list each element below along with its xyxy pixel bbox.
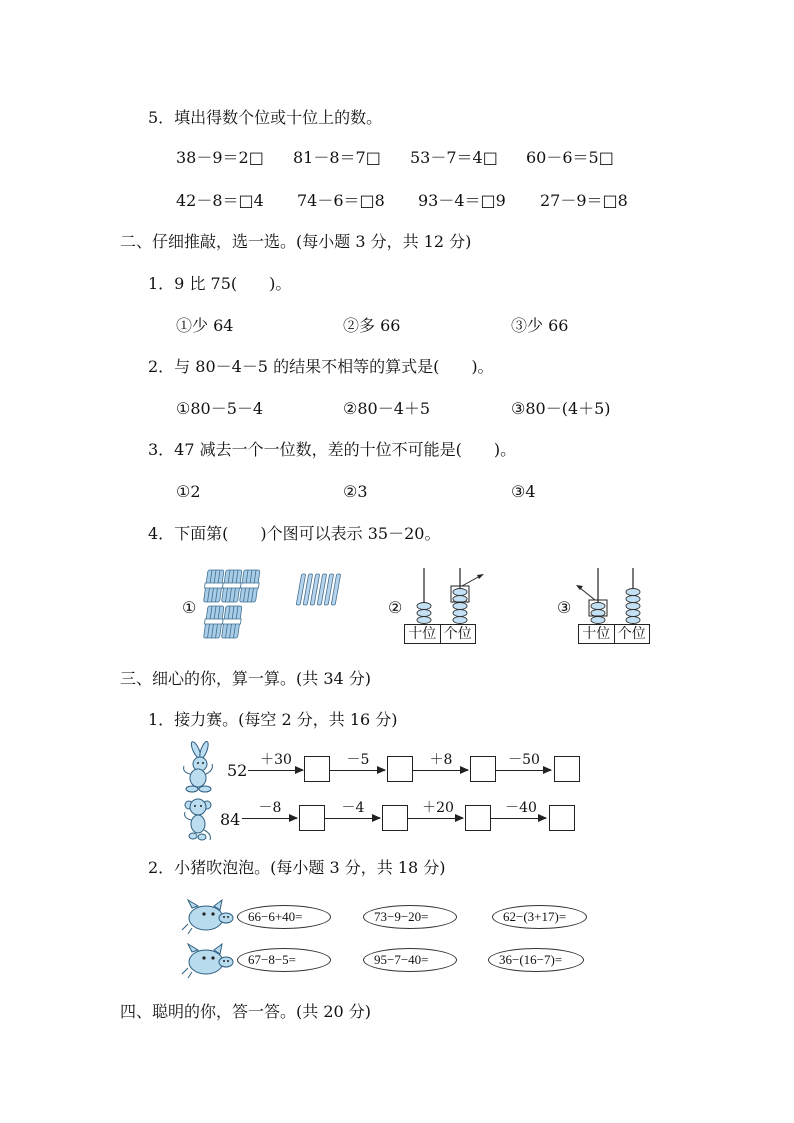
s2-q3-opt3: ③4 [511,482,536,501]
q5-r1-b: 81－8＝7□ [293,148,381,167]
s2-q2-stem: 2．与 80－4－5 的结果不相等的算式是( )。 [148,357,494,376]
chain2-answer-box-4[interactable] [549,805,575,831]
s3-q2-stem: 2．小猪吹泡泡。(每小题 3 分，共 18 分) [148,858,446,877]
abacus-label-tens: 十位 [405,625,441,643]
figure-marker-3: ③ [557,598,572,617]
chain2-arrow-2 [325,818,380,819]
bubble-r2-2[interactable] [363,948,457,972]
chain2-op-1: －8 [258,800,282,816]
s2-q1-stem: 1．9 比 75( )。 [148,274,292,293]
abacus-label-tens: 十位 [579,625,615,643]
section3-heading: 三、细心的你，算一算。(共 34 分) [120,669,372,688]
bubble-expr: 62−(3+17)= [503,909,567,924]
bubble-r1-1[interactable] [237,905,331,929]
s2-q4-stem: 4．下面第( )个图可以表示 35－20。 [148,524,441,543]
chain2-op-2: －4 [341,800,365,816]
chain2-start: 84 [220,810,241,829]
figure-marker-1: ① [182,598,197,617]
chain1-answer-box-1[interactable] [304,756,330,782]
s2-q1-opt3: ③少 66 [511,316,569,335]
chain2-answer-box-2[interactable] [382,805,408,831]
rabbit-icon [178,744,222,794]
pig-icon [182,900,236,934]
chain2-arrow-1 [242,818,297,819]
chain2-arrow-4 [491,818,546,819]
s2-q2-opt3: ③80－(4＋5) [511,399,611,418]
stick-bundles-figure [198,568,268,640]
bubble-r2-3[interactable] [488,948,584,972]
q5-r1-c: 53－7＝4□ [410,148,498,167]
bubble-r1-3[interactable] [492,905,587,929]
s2-q1-opt2: ②多 66 [343,316,401,335]
chain1-arrow-2 [330,770,385,771]
chain1-op-1: ＋30 [260,752,292,768]
abacus-label-ones: 个位 [443,626,472,642]
q5-r2-d: 27－9＝□8 [540,191,628,210]
single-sticks-figure [296,572,342,608]
chain2-op-3: ＋20 [422,800,454,816]
chain2-op-4: －40 [505,800,537,816]
s2-q3-opt2: ②3 [343,482,368,501]
q5-title: 5．填出得数个位或十位上的数。 [148,108,383,127]
bubble-expr: 66−6+40= [248,909,303,924]
chain1-answer-box-2[interactable] [387,756,413,782]
chain1-start: 52 [227,761,248,780]
chain1-arrow-1 [248,770,303,771]
abacus-figure-2 [404,566,494,624]
chain2-arrow-3 [408,818,463,819]
abacus-label-ones: 个位 [617,626,646,642]
bubble-expr: 73−9−20= [374,909,429,924]
section2-heading: 二、仔细推敲，选一选。(每小题 3 分，共 12 分) [120,232,472,251]
s2-q3-opt1: ①2 [176,482,201,501]
s2-q2-opt1: ①80－5－4 [176,399,264,418]
abacus-base-3 [578,624,650,644]
abacus-figure-3 [562,566,652,624]
chain2-answer-box-3[interactable] [465,805,491,831]
chain2-answer-box-1[interactable] [299,805,325,831]
figure-marker-2: ② [388,598,403,617]
chain1-op-2: －5 [346,752,370,768]
monkey-icon [180,796,216,842]
chain1-answer-box-4[interactable] [554,756,580,782]
q5-r2-a: 42－8＝□4 [176,191,264,210]
bubble-expr: 95−7−40= [374,952,429,967]
chain1-answer-box-3[interactable] [470,756,496,782]
s2-q2-opt2: ②80－4＋5 [343,399,431,418]
s3-q1-stem: 1．接力赛。(每空 2 分，共 16 分) [148,710,398,729]
chain1-arrow-3 [413,770,468,771]
section4-heading: 四、聪明的你，答一答。(共 20 分) [120,1002,372,1021]
q5-r2-c: 93－4＝□9 [418,191,506,210]
chain1-op-4: －50 [508,752,540,768]
bubble-expr: 67−8−5= [248,952,296,967]
s2-q1-opt1: ①少 64 [176,316,234,335]
abacus-base-2 [404,624,476,644]
bubble-r1-2[interactable] [363,905,457,929]
pig-icon [182,944,236,978]
chain1-arrow-4 [496,770,551,771]
chain1-op-3: ＋8 [429,752,453,768]
bubble-r2-1[interactable] [237,948,331,972]
bubble-expr: 36−(16−7)= [499,952,563,967]
q5-r2-b: 74－6＝□8 [297,191,385,210]
s2-q3-stem: 3．47 减去一个一位数，差的十位不可能是( )。 [148,440,517,459]
q5-r1-a: 38－9＝2□ [176,148,264,167]
q5-r1-d: 60－6＝5□ [526,148,614,167]
